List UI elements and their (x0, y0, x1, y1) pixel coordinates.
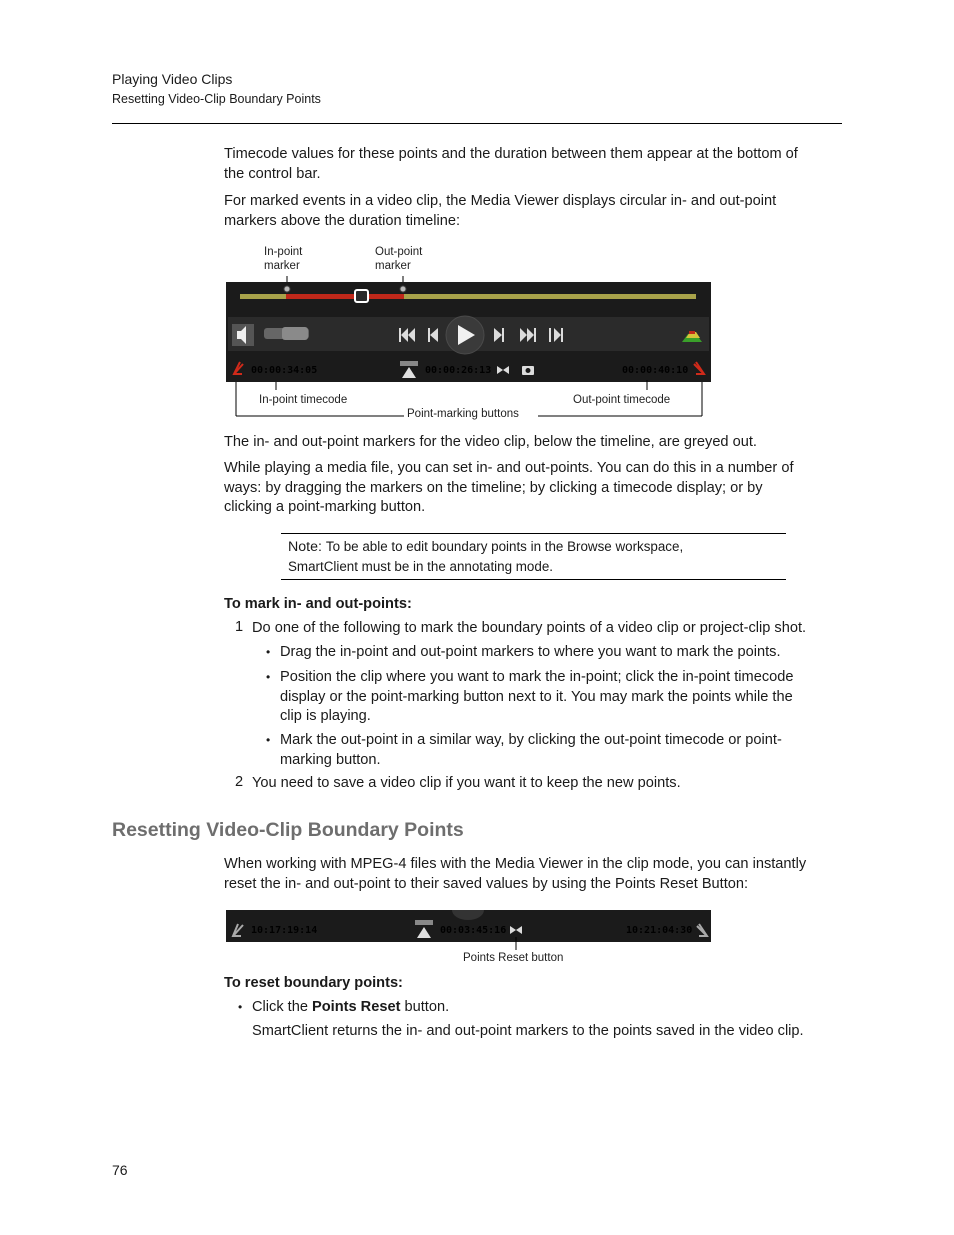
marked-range (286, 294, 404, 299)
running-header-subsection: Resetting Video-Clip Boundary Points (112, 92, 321, 106)
section-heading: Resetting Video-Clip Boundary Points (112, 819, 464, 841)
callout-out-point-marker: Out-point marker (375, 246, 423, 272)
volume-icon (232, 324, 254, 346)
snapshot-camera-icon (522, 366, 534, 375)
callout-out-point-timecode: Out-point timecode (573, 394, 671, 406)
paragraph-timecode: Timecode values for these points and the duration between them appear at the bottom of the control bar. (224, 146, 798, 182)
bullet-item: Drag the in-point and out-point markers to where you want to mark the points. (280, 644, 781, 660)
step-number: 2 (235, 774, 244, 790)
bullet-click-points-reset: Click the Points Reset button. (252, 999, 450, 1015)
out-point-timecode: 00:00:40:10 (622, 365, 689, 376)
header-rule (112, 123, 842, 124)
page-number: 76 (112, 1162, 128, 1178)
bullet-item: Mark the out-point in a similar way, by clicking the out-point timecode or point- marking button. (280, 732, 782, 768)
bullet: • (266, 670, 271, 684)
note-bottom-rule (281, 579, 786, 580)
step-1-text: Do one of the following to mark the boundary points of a video clip or project-clip shot. (252, 620, 807, 636)
note-box: Note: To be able to edit boundary points in the Browse workspace, SmartClient must be in the annotating mode. (288, 539, 684, 574)
callout-in-point-marker: In-point marker (264, 246, 303, 272)
play-button-icon (446, 316, 484, 354)
paragraph-markers: For marked events in a video clip, the Media Viewer displays circular in- and out-point markers above the duration timeline: (224, 193, 777, 229)
bullet: • (266, 733, 271, 747)
in-point-timecode: 00:00:34:05 (251, 365, 318, 376)
bullet: • (238, 1000, 243, 1014)
note-top-rule (281, 533, 786, 534)
in-point-marker (284, 286, 290, 292)
step-number: 1 (235, 619, 244, 635)
bullet-item: Position the clip where you want to mark the in-point; click the in-point timecode display or the point-marking button next to it. You may mark the points while the clip is playing. (280, 669, 794, 724)
running-header-section: Playing Video Clips (112, 71, 233, 87)
result-text: SmartClient returns the in- and out-point markers to the points saved in the video clip. (252, 1023, 804, 1039)
callout-in-point-timecode: In-point timecode (259, 394, 348, 406)
bullet: • (266, 645, 271, 659)
duration-timecode: 00:03:45:16 (440, 925, 507, 936)
callout-point-marking-buttons: Point-marking buttons (407, 408, 519, 420)
procedure-title-mark-points: To mark in- and out-points: (224, 596, 412, 612)
out-point-marker (400, 286, 406, 292)
paragraph-greyed-out: The in- and out-point markers for the video clip, below the timeline, are greyed out. (224, 434, 757, 450)
procedure-title-reset: To reset boundary points: (224, 975, 403, 991)
step-2-text: You need to save a video clip if you want it to keep the new points. (252, 775, 681, 791)
playhead (355, 290, 368, 302)
out-point-timecode: 10:21:04:30 (626, 925, 693, 936)
paragraph-set-points: While playing a media file, you can set in- and out-points. You can do this in a number of ways: by dragging the markers on the timeline; by clicking a timecode display; or by clicking a point-marking button. (224, 460, 794, 515)
note-label: Note: (288, 539, 322, 555)
duration-timecode: 00:00:26:13 (425, 365, 492, 376)
callout-points-reset-button: Points Reset button (463, 952, 564, 964)
paragraph-mpeg4: When working with MPEG-4 files with the Media Viewer in the clip mode, you can instantly reset the in- and out-point to their saved values by using the Points Reset Button: (224, 856, 807, 892)
in-point-timecode: 10:17:19:14 (251, 925, 318, 936)
